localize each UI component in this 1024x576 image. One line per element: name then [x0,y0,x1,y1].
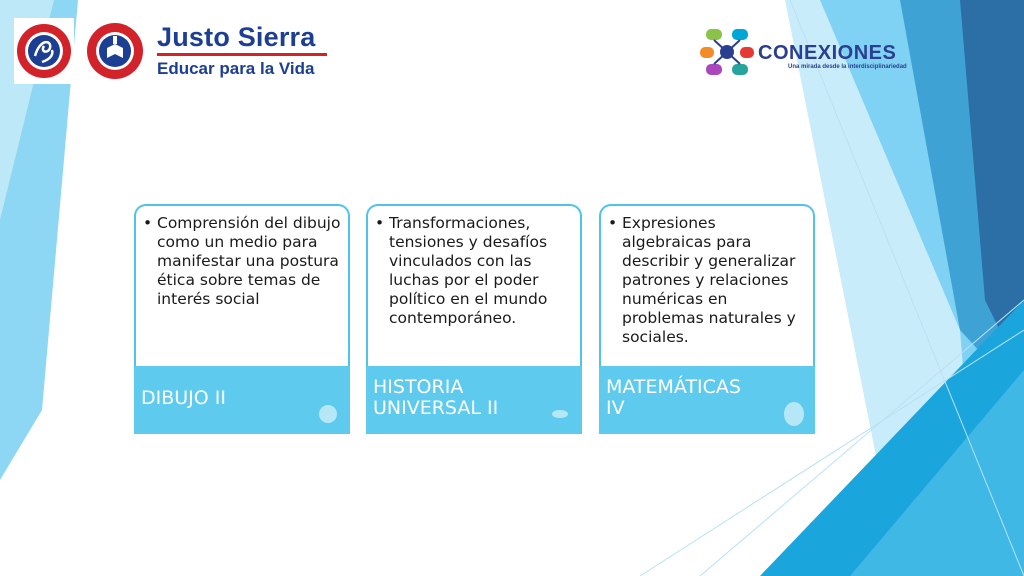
conexiones-emblem [698,24,756,80]
seal-emblem-left [14,18,74,84]
conexiones-logo [698,24,918,80]
subject-card-dibujo [134,204,350,434]
decorative-dot [784,402,804,426]
card-bullet-list [368,206,580,328]
card-title: DIBUJO II [141,387,226,409]
conexiones-tagline: Una mirada desde la interdisciplinariedad [788,64,907,70]
card-title-bar [366,366,582,434]
decorative-dot [319,405,337,423]
subject-card-matematicas [599,204,815,434]
card-bullet: • Comprensión del dibujo como un medio para manifestar una postura ética sobre temas de interés social [157,214,342,309]
card-bullet: • Transformaciones, tensiones y desafíos vinculados con las luchas por el poder político en el mundo contemporáneo. [389,214,574,328]
card-content [134,204,350,368]
brand-subtitle: Educar para la Vida [157,59,315,78]
brand-title: Justo Sierra [157,22,316,52]
subject-card-historia [366,204,582,434]
card-content [366,204,582,368]
justo-sierra-logo [14,18,332,84]
decorative-dot [552,410,568,418]
seal-emblem-right [84,18,146,84]
card-title-bar [599,366,815,434]
card-bullet-list [136,206,348,309]
card-bullet: • Expresiones algebraicas para describir y generalizar patrones y relaciones numéricas en problemas naturales y sociales. [622,214,807,347]
conexiones-title: CONEXIONES [758,42,897,64]
brand-underline [157,53,327,56]
card-title: HISTORIA UNIVERSAL II [373,376,499,419]
card-title-bar [134,366,350,434]
card-bullet-list [601,206,813,347]
card-content [599,204,815,368]
card-title: MATEMÁTICAS IV [606,376,741,419]
